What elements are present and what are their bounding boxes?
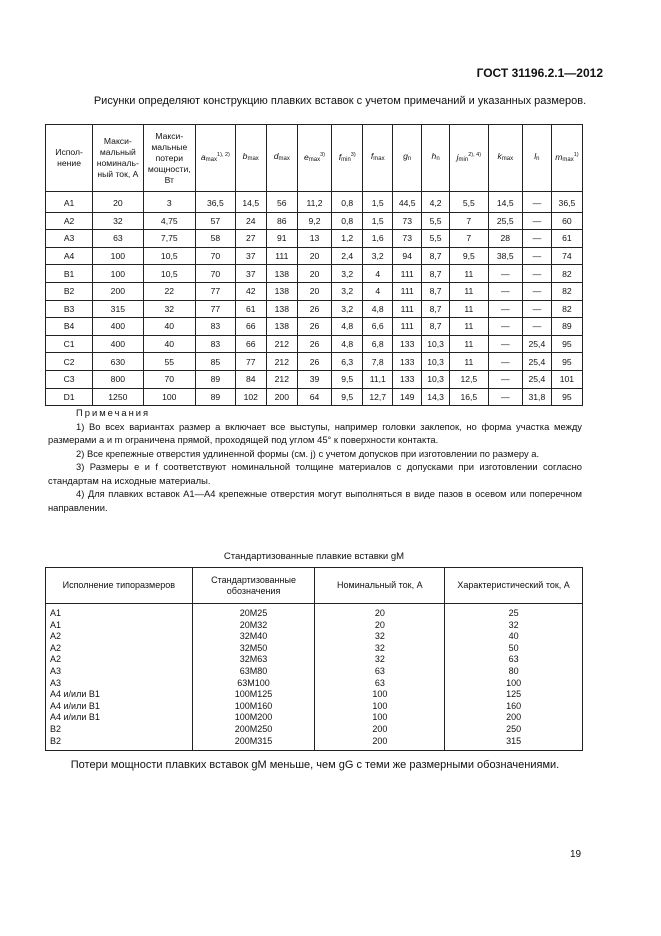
header-l-n: ln	[522, 125, 551, 192]
table-cell: 10,3	[422, 370, 450, 388]
table-cell: 138	[266, 282, 297, 300]
table-cell: 63M80	[192, 666, 315, 678]
table-cell: 9,5	[450, 247, 489, 265]
table-cell: 40	[143, 335, 196, 353]
notes-title: Примечания	[76, 407, 151, 418]
table-cell: 6,3	[332, 353, 363, 371]
header-size-variant: Исполнение типоразмеров	[46, 568, 193, 604]
table-cell: 66	[235, 335, 266, 353]
table-cell: 8,7	[422, 282, 450, 300]
page-number: 19	[570, 849, 582, 860]
table-cell: 149	[393, 388, 422, 406]
table-cell: B4	[46, 318, 93, 336]
table-cell: 26	[297, 300, 331, 318]
table-cell: 100	[315, 689, 445, 701]
table-cell: 89	[196, 388, 236, 406]
table-cell: 100	[93, 247, 143, 265]
header-j-min: jmin$^{2), 4)}$	[450, 125, 489, 192]
table-row	[46, 318, 583, 336]
table-cell: 138	[266, 318, 297, 336]
table-cell: —	[488, 282, 522, 300]
table-cell: 4,8	[332, 335, 363, 353]
header-characteristic-current: Характеристический ток, А	[445, 568, 583, 604]
table-cell: —	[522, 192, 551, 213]
table-cell: B2	[46, 724, 193, 736]
table-cell: 10,3	[422, 335, 450, 353]
header-max-current: Макси-мальный номиналь-ный ток, А	[93, 125, 143, 192]
document-header: ГОСТ 31196.2.1—2012	[476, 66, 603, 80]
table-cell: A1	[46, 604, 193, 620]
table-cell: 22	[143, 282, 196, 300]
header-f-max: fmax	[363, 125, 393, 192]
table-cell: —	[522, 212, 551, 230]
table-cell: 125	[445, 689, 583, 701]
table-cell: 70	[143, 370, 196, 388]
header-rated-current: Номинальный ток, А	[315, 568, 445, 604]
table-cell: 13	[297, 230, 331, 248]
table-cell: 3,2	[332, 265, 363, 283]
table-cell: 39	[297, 370, 331, 388]
table-cell: —	[488, 318, 522, 336]
table-row	[46, 736, 583, 751]
table-cell: 32	[315, 643, 445, 655]
table-cell: 20M25	[192, 604, 315, 620]
table-cell: 212	[266, 335, 297, 353]
table-cell: 32M50	[192, 643, 315, 655]
table-cell: 95	[551, 353, 582, 371]
table-cell: 3,2	[332, 300, 363, 318]
dimensions-table	[45, 124, 583, 406]
table-cell: 111	[393, 265, 422, 283]
table-row	[46, 604, 583, 620]
table-cell: 38,5	[488, 247, 522, 265]
table-cell: 250	[445, 724, 583, 736]
table-cell: 55	[143, 353, 196, 371]
table-cell: 5,5	[422, 230, 450, 248]
table-row	[46, 335, 583, 353]
table-cell: 3	[143, 192, 196, 213]
table-cell: 160	[445, 701, 583, 713]
table-row	[46, 282, 583, 300]
table-cell: 11	[450, 265, 489, 283]
table-cell: 73	[393, 230, 422, 248]
table-cell: 32M63	[192, 654, 315, 666]
table-row	[46, 666, 583, 678]
table-cell: 8,7	[422, 318, 450, 336]
table-cell: B2	[46, 736, 193, 751]
table-cell: 82	[551, 282, 582, 300]
table-cell: 11	[450, 335, 489, 353]
table-cell: 20M32	[192, 620, 315, 632]
table-cell: —	[522, 265, 551, 283]
table-cell: 11,2	[297, 192, 331, 213]
header-m-max: mmax$^{1)}$	[551, 125, 582, 192]
table-cell: 200	[315, 736, 445, 751]
table-cell: —	[522, 247, 551, 265]
table-cell: A3	[46, 678, 193, 690]
table-row	[46, 247, 583, 265]
table-cell: 138	[266, 265, 297, 283]
table-cell: —	[522, 300, 551, 318]
table-cell: 133	[393, 370, 422, 388]
table-cell: 9,2	[297, 212, 331, 230]
table-cell: 1250	[93, 388, 143, 406]
table-cell: 77	[196, 282, 236, 300]
table-cell: 7	[450, 212, 489, 230]
table-row	[46, 724, 583, 736]
table-cell: 86	[266, 212, 297, 230]
table-cell: 26	[297, 353, 331, 371]
table-cell: 83	[196, 335, 236, 353]
table-cell: 4,8	[332, 318, 363, 336]
table-cell: 50	[445, 643, 583, 655]
table-cell: 133	[393, 353, 422, 371]
table-cell: A1	[46, 620, 193, 632]
table-cell: D1	[46, 388, 93, 406]
table-cell: 89	[196, 370, 236, 388]
table-header-row	[46, 568, 583, 604]
intro-text: Рисунки определяют конструкцию плавких вставок с учетом примечаний и указанных размеров.	[93, 95, 587, 107]
table-row	[46, 643, 583, 655]
table-cell: 94	[393, 247, 422, 265]
table-cell: 1,2	[332, 230, 363, 248]
gm-fuse-table	[45, 567, 583, 751]
table-cell: 32	[143, 300, 196, 318]
table-cell: 20	[297, 265, 331, 283]
header-variant: Испол-нение	[46, 125, 93, 192]
table-cell: 10,3	[422, 353, 450, 371]
table-cell: 77	[235, 353, 266, 371]
table-cell: 200	[266, 388, 297, 406]
table-cell: 83	[196, 318, 236, 336]
table-row	[46, 631, 583, 643]
header-designation: Стандартизованные обозначения	[192, 568, 315, 604]
table-cell: 25	[445, 604, 583, 620]
table-cell: A4	[46, 247, 93, 265]
table-cell: 400	[93, 335, 143, 353]
table-cell: 111	[266, 247, 297, 265]
table-cell: 3,2	[332, 282, 363, 300]
header-k-max: kmax	[488, 125, 522, 192]
table-cell: 37	[235, 247, 266, 265]
table-cell: 200	[315, 724, 445, 736]
table-cell: B3	[46, 300, 93, 318]
table-cell: A2	[46, 631, 193, 643]
table-cell: C1	[46, 335, 93, 353]
table-cell: 200M250	[192, 724, 315, 736]
table-cell: 26	[297, 318, 331, 336]
table-cell: 100	[143, 388, 196, 406]
table-cell: 1,5	[363, 192, 393, 213]
table-cell: 63	[445, 654, 583, 666]
table-cell: 64	[297, 388, 331, 406]
table-cell: 6,6	[363, 318, 393, 336]
table-cell: C2	[46, 353, 93, 371]
header-max-loss: Макси-мальные потери мощности, Вт	[143, 125, 196, 192]
table-cell: 40	[445, 631, 583, 643]
table-cell: 16,5	[450, 388, 489, 406]
table-cell: 315	[93, 300, 143, 318]
header-f-min: fmin$^{3)}$	[332, 125, 363, 192]
table-cell: 63	[315, 666, 445, 678]
table-cell: 24	[235, 212, 266, 230]
notes-section	[48, 406, 582, 514]
table-cell: 74	[551, 247, 582, 265]
table-cell: 28	[488, 230, 522, 248]
table-cell: 11	[450, 353, 489, 371]
table-cell: 25,4	[522, 335, 551, 353]
table-cell: 1,6	[363, 230, 393, 248]
table-cell: 63	[315, 678, 445, 690]
table-cell: 12,7	[363, 388, 393, 406]
table-row	[46, 300, 583, 318]
table-cell: 44,5	[393, 192, 422, 213]
table-header-row	[46, 125, 583, 192]
table-row	[46, 620, 583, 632]
table-cell: A2	[46, 643, 193, 655]
table-cell: 63	[93, 230, 143, 248]
table-row	[46, 388, 583, 406]
table-cell: —	[488, 265, 522, 283]
table-cell: 4,2	[422, 192, 450, 213]
table-row	[46, 212, 583, 230]
table-cell: —	[522, 318, 551, 336]
note-4: 4) Для плавких вставок A1—A4 крепежные отверстия могут выполняться в виде пазов в осевом или поперечном направлении.	[48, 488, 582, 513]
table-cell: 61	[551, 230, 582, 248]
table-row	[46, 370, 583, 388]
table-cell: 100	[315, 701, 445, 713]
table-cell: 100M160	[192, 701, 315, 713]
table-cell: 630	[93, 353, 143, 371]
table-cell: 82	[551, 265, 582, 283]
table-cell: 73	[393, 212, 422, 230]
table-cell: 32	[93, 212, 143, 230]
table-cell: 6,8	[363, 335, 393, 353]
table-cell: 11	[450, 282, 489, 300]
table-cell: 100M125	[192, 689, 315, 701]
table-row	[46, 353, 583, 371]
table-row	[46, 712, 583, 724]
table-cell: —	[522, 282, 551, 300]
table-cell: 37	[235, 265, 266, 283]
table-cell: 200	[445, 712, 583, 724]
table-cell: 20	[93, 192, 143, 213]
table-cell: 11,1	[363, 370, 393, 388]
table-cell: A4 и/или B1	[46, 712, 193, 724]
table-cell: 27	[235, 230, 266, 248]
table-cell: 100M200	[192, 712, 315, 724]
table-cell: 12,5	[450, 370, 489, 388]
header-g-n: gn	[393, 125, 422, 192]
table-cell: 200	[93, 282, 143, 300]
table-cell: 4	[363, 282, 393, 300]
table-cell: 800	[93, 370, 143, 388]
table-cell: 133	[393, 335, 422, 353]
table-cell: —	[488, 370, 522, 388]
table-cell: 32	[445, 620, 583, 632]
table-cell: 80	[445, 666, 583, 678]
table-cell: 9,5	[332, 370, 363, 388]
table-cell: 25,4	[522, 353, 551, 371]
closing-text: Потери мощности плавких вставок gM меньше, чем gG с теми же размерными обозначениями.	[70, 759, 560, 771]
table-cell: —	[488, 388, 522, 406]
table-cell: 14,5	[488, 192, 522, 213]
table-cell: 4,75	[143, 212, 196, 230]
header-a-max: amax$^{1), 2)}$	[196, 125, 236, 192]
table-cell: 85	[196, 353, 236, 371]
table-cell: 7,75	[143, 230, 196, 248]
table-cell: 25,5	[488, 212, 522, 230]
table-cell: 32	[315, 631, 445, 643]
table-cell: 111	[393, 282, 422, 300]
table-cell: 5,5	[450, 192, 489, 213]
table-cell: B2	[46, 282, 93, 300]
table-cell: 5,5	[422, 212, 450, 230]
table-cell: 111	[393, 318, 422, 336]
table-cell: 7,8	[363, 353, 393, 371]
table-cell: 26	[297, 335, 331, 353]
table-cell: —	[488, 335, 522, 353]
table-cell: A1	[46, 192, 93, 213]
table-cell: 58	[196, 230, 236, 248]
table-cell: 200M315	[192, 736, 315, 751]
table-cell: 0,8	[332, 212, 363, 230]
table-row	[46, 701, 583, 713]
table-cell: 61	[235, 300, 266, 318]
table-cell: 20	[315, 604, 445, 620]
table-cell: A2	[46, 654, 193, 666]
table-cell: 100	[315, 712, 445, 724]
table-cell: 14,3	[422, 388, 450, 406]
table-cell: 60	[551, 212, 582, 230]
table-cell: 8,7	[422, 247, 450, 265]
table-cell: 0,8	[332, 192, 363, 213]
header-e-max: emax$^{3)}$	[297, 125, 331, 192]
table-row	[46, 689, 583, 701]
gm-table-caption: Стандартизованные плавкие вставки gM	[223, 551, 405, 562]
table-cell: 91	[266, 230, 297, 248]
table-cell: 25,4	[522, 370, 551, 388]
table-cell: 57	[196, 212, 236, 230]
table-cell: 31,8	[522, 388, 551, 406]
table-cell: 70	[196, 265, 236, 283]
header-d-max: dmax	[266, 125, 297, 192]
table-cell: 14,5	[235, 192, 266, 213]
header-h-n: hn	[422, 125, 450, 192]
table-cell: 32	[315, 654, 445, 666]
table-row	[46, 654, 583, 666]
table-row	[46, 265, 583, 283]
table-cell: 138	[266, 300, 297, 318]
table-cell: 20	[297, 282, 331, 300]
table-cell: 212	[266, 370, 297, 388]
table-cell: 8,7	[422, 265, 450, 283]
table-cell: A3	[46, 666, 193, 678]
table-cell: 4	[363, 265, 393, 283]
table-cell: —	[522, 230, 551, 248]
table-cell: 100	[93, 265, 143, 283]
header-b-max: bmax	[235, 125, 266, 192]
table-cell: 100	[445, 678, 583, 690]
table-cell: 36,5	[196, 192, 236, 213]
note-3: 3) Размеры e и f соответствуют номинальной толщине материалов с допусками при изготовлении согласно стандартам на исходные материалы.	[48, 461, 582, 486]
table-cell: 77	[196, 300, 236, 318]
table-cell: 36,5	[551, 192, 582, 213]
table-cell: 63M100	[192, 678, 315, 690]
table-cell: —	[488, 300, 522, 318]
note-2: 2) Все крепежные отверстия удлиненной формы (см. j) с учетом допусков при изготовлении по размеру a.	[76, 447, 540, 459]
table-cell: A4 и/или B1	[46, 689, 193, 701]
table-cell: 212	[266, 353, 297, 371]
table-cell: 4,8	[363, 300, 393, 318]
table-cell: 95	[551, 335, 582, 353]
table-cell: A2	[46, 212, 93, 230]
table-cell: 82	[551, 300, 582, 318]
table-cell: 89	[551, 318, 582, 336]
table-cell: 3,2	[363, 247, 393, 265]
table-cell: 9,5	[332, 388, 363, 406]
table-cell: 66	[235, 318, 266, 336]
table-cell: 2,4	[332, 247, 363, 265]
table-row	[46, 192, 583, 213]
table-cell: 95	[551, 388, 582, 406]
table-cell: 20	[315, 620, 445, 632]
table-cell: 111	[393, 300, 422, 318]
table-cell: 32M40	[192, 631, 315, 643]
table-cell: C3	[46, 370, 93, 388]
table-cell: 42	[235, 282, 266, 300]
table-cell: A4 и/или B1	[46, 701, 193, 713]
table-row	[46, 678, 583, 690]
table-cell: 84	[235, 370, 266, 388]
table-cell: 56	[266, 192, 297, 213]
table-cell: 102	[235, 388, 266, 406]
note-1: 1) Во всех вариантах размер a включает все выступы, например головки заклепок, но форма участка между размерами a и m ограничена прямой, проходящей под углом 45° к поверхности контакта.	[48, 420, 582, 445]
table-cell: 40	[143, 318, 196, 336]
table-cell: 11	[450, 318, 489, 336]
table-cell: 7	[450, 230, 489, 248]
table-row	[46, 230, 583, 248]
table-cell: 315	[445, 736, 583, 751]
table-cell: 20	[297, 247, 331, 265]
table-cell: 70	[196, 247, 236, 265]
table-cell: —	[488, 353, 522, 371]
table-cell: 101	[551, 370, 582, 388]
table-cell: 8,7	[422, 300, 450, 318]
table-cell: 11	[450, 300, 489, 318]
table-cell: B1	[46, 265, 93, 283]
table-cell: 10,5	[143, 247, 196, 265]
table-cell: 400	[93, 318, 143, 336]
table-cell: A3	[46, 230, 93, 248]
table-cell: 10,5	[143, 265, 196, 283]
table-cell: 1,5	[363, 212, 393, 230]
